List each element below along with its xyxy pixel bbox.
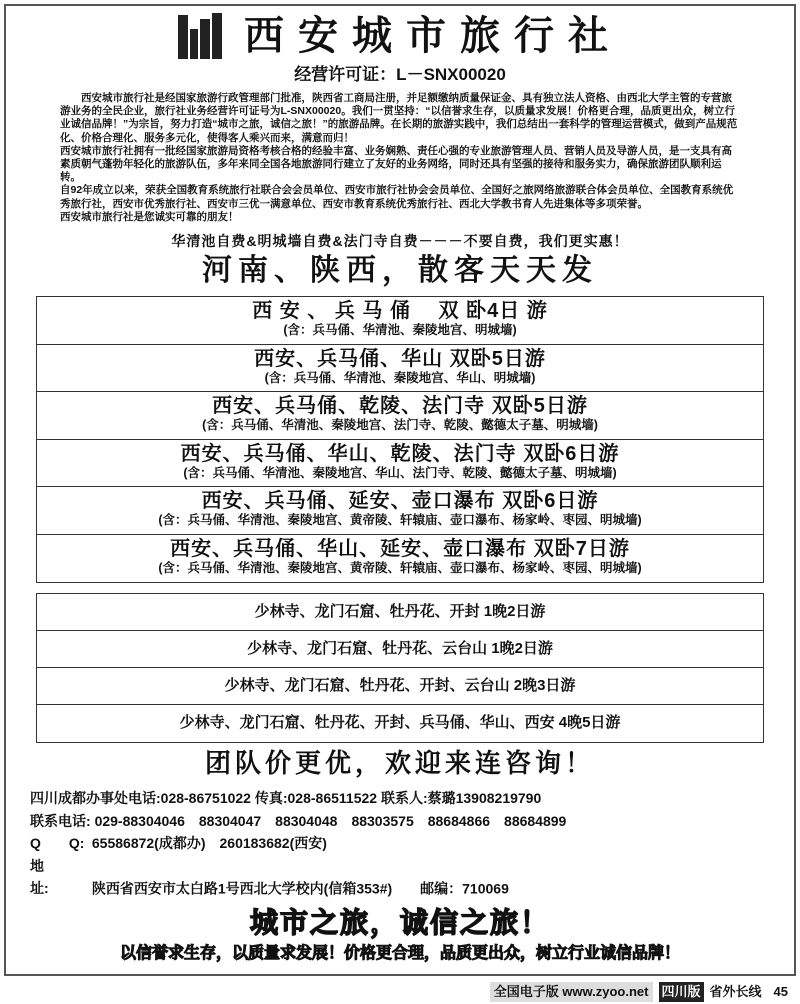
company-logo-icon <box>178 13 226 59</box>
address-line <box>30 855 770 900</box>
tour-row <box>37 345 763 393</box>
tour-includes: (含：兵马俑、华清池、秦陵地宫、黄帝陵、轩辕庙、壶口瀑布、杨家岭、枣园、明城墙) <box>158 560 642 575</box>
tour-includes: (含：兵马俑、华清池、秦陵地宫、法门寺、乾陵、懿德太子墓、明城墙) <box>202 418 598 433</box>
chengdu-office-line: 四川成都办事处电话:028-86751022 传真:028-86511522 联系人:蔡璐13908219790 <box>30 790 542 807</box>
license-number: 经营许可证：L－SNX00020 <box>294 65 506 84</box>
brand-slogan: 城市之旅，诚信之旅！ <box>249 905 550 939</box>
tour-title: 西安、兵马俑、乾陵、法门寺 双卧5日游 <box>212 395 588 418</box>
phone-numbers: 029-88304046 88304047 88304048 88303575 88684866 88684899 <box>94 812 567 829</box>
tour-includes: (含：兵马俑、华清池、秦陵地宫、华山、明城墙) <box>264 370 536 385</box>
header <box>178 12 622 60</box>
team-slogan: 团队价更优，欢迎来连咨询！ <box>204 749 595 780</box>
address-label: 地 址: <box>30 857 72 897</box>
daily-departure-heading: 河南、陕西，散客天天发 <box>202 253 598 289</box>
company-intro <box>60 92 740 224</box>
qq-line <box>30 832 770 855</box>
tour-title: 西安、兵马俑、华山、延安、壶口瀑布 双卧7日游 <box>170 537 630 560</box>
page-footer <box>0 982 788 1002</box>
tour-title: 西 安 、 兵 马 俑 双 卧4日 游 <box>252 300 548 323</box>
tour-includes: (含：兵马俑、华清池、秦陵地宫、华山、法门寺、乾陵、懿德太子墓、明城墙) <box>183 465 617 480</box>
self-pay-slogan: 华清池自费&明城墙自费&法门寺自费－－－不要自费，我们更实惠！ <box>171 233 629 250</box>
phone-line <box>30 810 770 833</box>
phone-label: 联系电话: <box>30 812 91 829</box>
henan-tours-table <box>36 593 764 743</box>
intro-paragraph: 西安城市旅行社拥有一批经国家旅游局资格考核合格的经验丰富、业务娴熟、责任心强的专业旅游管理人员、营销人员及导游人员，是一支具有高素质朝气蓬勃年轻化的旅游队伍，多年来同全国各地旅游同行建立了友好的业务网络，同时还具有坚强的接待和服务实力，确保旅游团队顺利运转。 <box>60 144 732 184</box>
region-badge: 四川版 <box>659 982 704 1002</box>
intro-paragraph: 西安城市旅行社是经国家旅游行政管理部门批准，陕西省工商局注册，并足额缴纳质量保证金、具有独立法人资格、由西北大学主管的专营旅游业务的全民企业，旅行社业务经营许可证号为L-SNX00020。我们一贯坚持：“以信誉求生存，以质量求发展！价格更合理，品质更出众，树立行业诚信品牌！”为宗旨，努力打造“城市之旅，诚信之旅！”的旅游品牌。在长期的旅游实践中，我们总结出一套科学的管理运营模式，做到产品规范化、价格合理化、服务多元化，使得客人乘兴而来，满意而归！ <box>60 92 738 144</box>
qq-label: Q Q: <box>30 835 85 852</box>
tour-row: 少林寺、龙门石窟、牡丹花、开封、兵马俑、华山、西安 4晚5日游 <box>179 714 621 732</box>
page-number: 45 <box>773 983 788 999</box>
intro-paragraph: 自92年成立以来，荣获全国教育系统旅行社联合会会员单位、西安市旅行社协会会员单位、全国好之旅网络旅游联合体会员单位、全国教育系统优秀旅行社，西安市优秀旅行社、西安市三优一满意单位、西安市教育系统优秀旅行社、西北大学教书育人先进集体等多项荣誉。 <box>60 184 734 210</box>
ad-border <box>4 4 796 976</box>
tour-row <box>37 297 763 345</box>
tour-row <box>37 392 763 440</box>
tour-row: 少林寺、龙门石窟、牡丹花、开封 1晚2日游 <box>37 594 763 631</box>
tour-title: 西安、兵马俑、华山、乾陵、法门寺 双卧6日游 <box>180 442 620 465</box>
tour-includes: (含：兵马俑、华清池、秦陵地宫、黄帝陵、轩辕庙、壶口瀑布、杨家岭、枣园、明城墙) <box>158 513 642 528</box>
tour-row <box>37 440 763 488</box>
address: 陕西省西安市太白路1号西北大学校内(信箱353#) 邮编：710069 <box>91 880 509 897</box>
motto: 以信誉求生存，以质量求发展！价格更合理，品质更出众，树立行业诚信品牌！ <box>119 944 680 962</box>
qq-numbers: 65586872(成都办) 260183682(西安) <box>91 835 327 852</box>
section-label: 省外长线 <box>709 983 762 999</box>
shaanxi-tours-table <box>36 296 764 583</box>
contact-info <box>30 787 770 900</box>
tour-title: 西安、兵马俑、延安、壶口瀑布 双卧6日游 <box>201 490 599 513</box>
tour-row: 少林寺、龙门石窟、牡丹花、云台山 1晚2日游 <box>37 631 763 668</box>
company-name: 西安城市旅行社 <box>244 12 622 59</box>
tour-row <box>37 487 763 535</box>
edition-label: 全国电子版 www.zyoo.net <box>490 982 653 1002</box>
tour-includes: (含：兵马俑、华清池、秦陵地宫、明城墙) <box>283 323 517 338</box>
tour-title: 西安、兵马俑、华山 双卧5日游 <box>254 347 546 370</box>
tour-row: 少林寺、龙门石窟、牡丹花、开封、云台山 2晚3日游 <box>37 668 763 705</box>
intro-paragraph: 西安城市旅行社是您诚实可靠的朋友！ <box>60 210 239 223</box>
tour-row <box>37 535 763 583</box>
